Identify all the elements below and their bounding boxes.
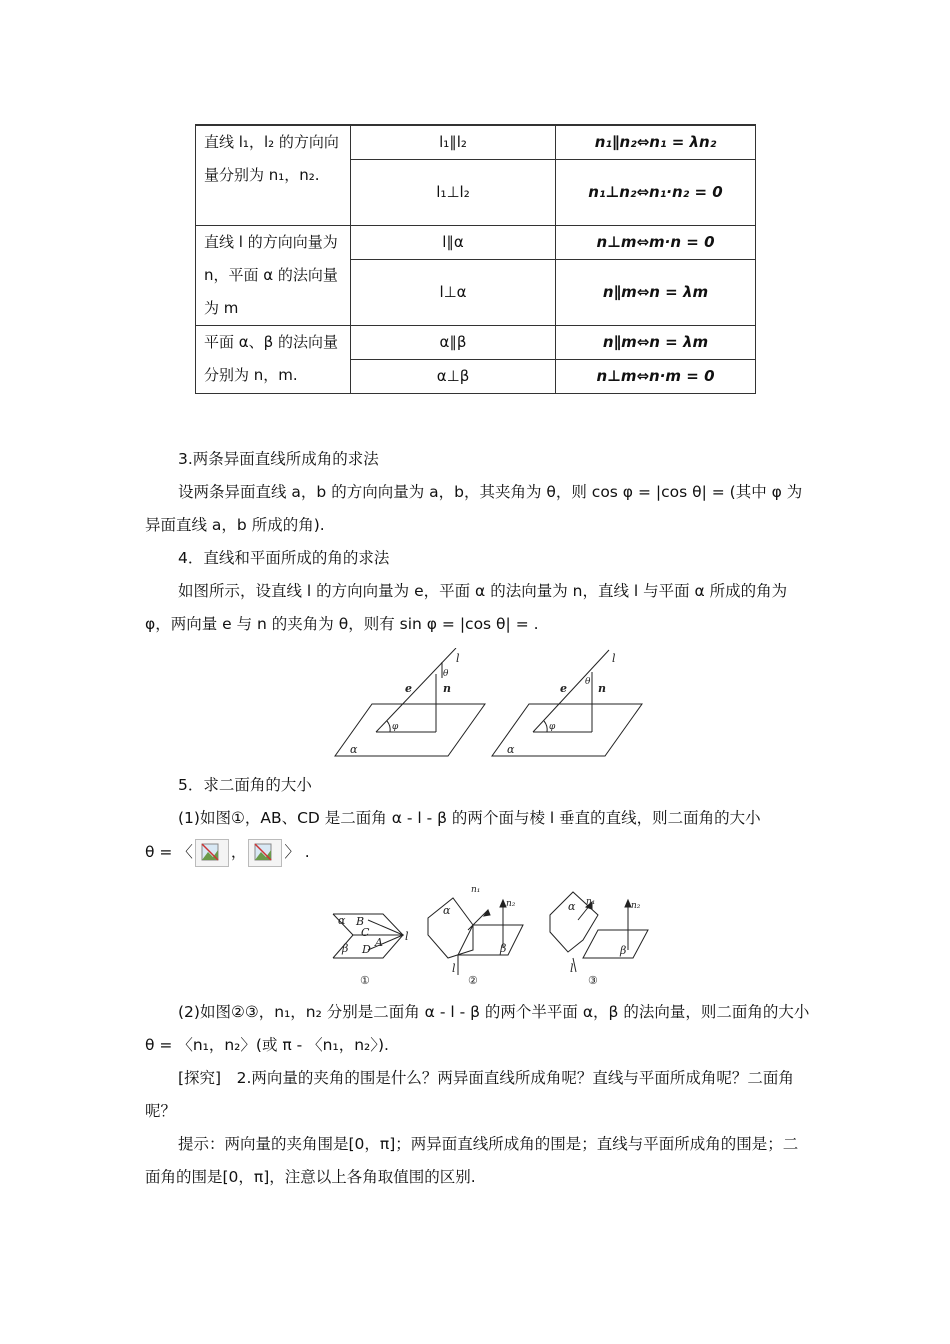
fig1-caption: ① xyxy=(360,974,370,987)
explore-question: [探究] 2.两向量的夹角的围是什么？两异面直线所成角呢？直线与平面所成角呢？二面角呢？ xyxy=(145,1069,794,1120)
label-e: e xyxy=(560,682,567,695)
fig1-beta: β xyxy=(342,942,349,955)
fig2-l: l xyxy=(452,962,456,975)
fig3-n1: n₁ xyxy=(586,897,596,907)
closing-bracket: 〉 . xyxy=(284,843,310,861)
line-plane-svg xyxy=(330,648,650,763)
section-5-p2: (2)如图②③，n₁，n₂ 分别是二面角 α - l - β 的两个半平面 α，β 的法向量，则二面角的大小 θ = 〈n₁，n₂〉(或 π - 〈n₁，n₂〉). xyxy=(145,1003,810,1054)
label-l: l xyxy=(612,652,616,665)
label-e: e xyxy=(405,682,412,695)
fig3-caption: ③ xyxy=(588,974,598,987)
fig3-n2: n₂ xyxy=(631,901,641,911)
section-5-p1-formula xyxy=(145,836,810,869)
relation-cell: α∥β xyxy=(351,326,556,360)
fig1-A: A xyxy=(375,936,383,949)
label-theta: θ xyxy=(443,669,449,679)
comma: ， xyxy=(230,843,247,861)
relation-cell: α⊥β xyxy=(351,360,556,394)
relation-table xyxy=(195,124,756,394)
condition-cell: 平面 α、β 的法向量分别为 n，m. xyxy=(196,326,351,394)
fig2-beta: β xyxy=(500,942,507,955)
result-cell: n₁⊥n₂⇔n₁·n₂ = 0 xyxy=(556,160,756,226)
fig3-beta: β xyxy=(620,944,627,957)
theta-equals: θ = 〈 xyxy=(145,843,193,861)
relation-cell: l₁∥l₂ xyxy=(351,126,556,160)
section-5-p1: (1)如图①，AB、CD 是二面角 α - l - β 的两个面与棱 l 垂直的直线，则二面角的大小 xyxy=(178,809,761,827)
label-phi: φ xyxy=(392,722,399,732)
section-5-title: 5．求二面角的大小 xyxy=(178,776,312,794)
table-row xyxy=(196,126,756,160)
fig2-n1: n₁ xyxy=(471,885,481,895)
label-alpha: α xyxy=(350,743,358,756)
broken-image-icon xyxy=(248,839,282,867)
fig2-caption: ② xyxy=(468,974,478,987)
relation-cell: l₁⊥l₂ xyxy=(351,160,556,226)
result-cell: n∥m⇔n = λm xyxy=(556,326,756,360)
relation-cell: l⊥α xyxy=(351,260,556,326)
result-cell: n₁∥n₂⇔n₁ = λn₂ xyxy=(556,126,756,160)
table-row xyxy=(196,226,756,260)
condition-cell: 直线 l₁，l₂ 的方向向量分别为 n₁，n₂. xyxy=(196,126,351,226)
section-4-body: 如图所示，设直线 l 的方向向量为 e，平面 α 的法向量为 n，直线 l 与平面 α 所成的角为 φ，两向量 e 与 n 的夹角为 θ，则有 sin φ = |cos θ| = . xyxy=(145,582,788,633)
section-3-title: 3.两条异面直线所成角的求法 xyxy=(178,450,379,468)
fig1-alpha: α xyxy=(338,914,346,927)
result-cell: n⊥m⇔m·n = 0 xyxy=(556,226,756,260)
plane-alpha-right xyxy=(492,704,642,756)
label-n: n xyxy=(443,682,451,695)
section-3-body: 设两条异面直线 a，b 的方向向量为 a，b，其夹角为 θ，则 cos φ = |cos θ| = (其中 φ 为异面直线 a，b 所成的角). xyxy=(145,483,803,534)
relation-cell: l∥α xyxy=(351,226,556,260)
fig3-l: l xyxy=(570,962,574,975)
label-alpha: α xyxy=(507,743,515,756)
result-cell: n∥m⇔n = λm xyxy=(556,260,756,326)
result-cell: n⊥m⇔n·m = 0 xyxy=(556,360,756,394)
broken-image-icon xyxy=(195,839,229,867)
condition-cell: 直线 l 的方向向量为 n，平面 α 的法向量为 m xyxy=(196,226,351,326)
label-n: n xyxy=(598,682,606,695)
label-phi: φ xyxy=(549,722,556,732)
fig1-D: D xyxy=(362,943,371,956)
fig3-alpha: α xyxy=(568,900,576,913)
label-theta: θ xyxy=(585,677,591,687)
plane-alpha-left xyxy=(335,704,485,756)
section-4-title: 4．直线和平面所成的角的求法 xyxy=(178,549,390,567)
fig1-B: B xyxy=(356,915,365,928)
dihedral-svg xyxy=(328,880,658,990)
fig1-l: l xyxy=(405,930,409,943)
hint-answer: 提示：两向量的夹角围是[0，π]；两异面直线所成角的围是；直线与平面所成角的围是；二面角的围是[0，π]，注意以上各角取值围的区别. xyxy=(145,1135,799,1186)
line-plane-figure xyxy=(330,648,650,763)
fig2-n2: n₂ xyxy=(506,899,516,909)
fig1-C: C xyxy=(361,926,370,939)
fig2-alpha: α xyxy=(443,904,451,917)
dihedral-figures xyxy=(328,880,658,990)
label-l: l xyxy=(456,652,460,665)
table-row xyxy=(196,326,756,360)
